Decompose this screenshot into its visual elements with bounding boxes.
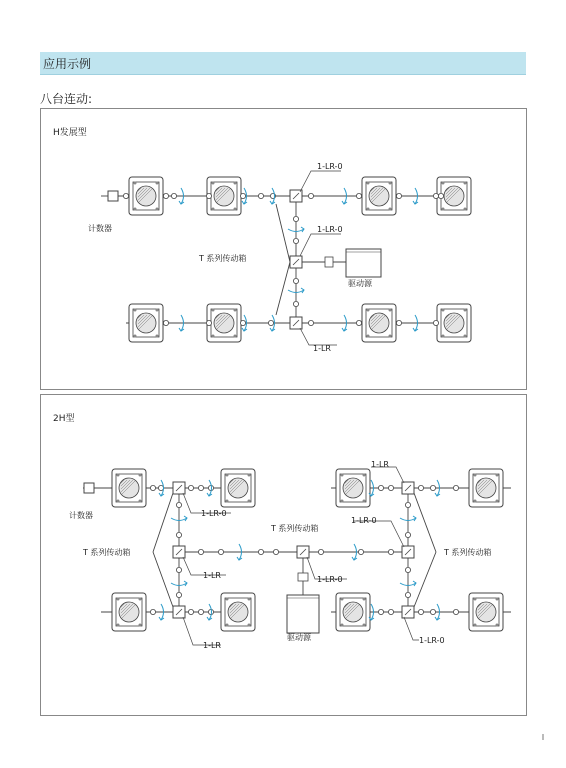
lr-label: 1-LR	[203, 641, 221, 650]
frame-line	[153, 552, 173, 607]
gearbox-icon	[173, 482, 185, 494]
bolt-icon	[139, 624, 142, 627]
coupling-icon	[356, 193, 361, 198]
bolt-icon	[226, 598, 229, 601]
coupling-icon	[150, 609, 155, 614]
t-gearbox-label: T 系列传动箱	[83, 548, 131, 557]
actuator-icon	[469, 593, 503, 631]
gearbox-icon	[402, 482, 414, 494]
lr-label: 1-LR	[371, 460, 389, 469]
section-header	[40, 52, 526, 75]
bolt-icon	[474, 598, 477, 601]
coupling-icon	[240, 320, 245, 325]
coupling-icon	[378, 485, 383, 490]
coupling-icon	[433, 320, 438, 325]
counter-label: 计数器	[88, 224, 112, 233]
leader-line	[300, 328, 337, 345]
page-mark	[542, 734, 544, 740]
frame-line	[153, 493, 173, 552]
actuator-icon	[221, 593, 255, 631]
leader-line	[300, 171, 341, 192]
bolt-icon	[248, 624, 251, 627]
bolt-icon	[464, 309, 467, 312]
counter-icon	[84, 483, 94, 493]
coupling-icon	[430, 609, 435, 614]
bolt-icon	[212, 208, 215, 211]
coupling-icon	[273, 549, 278, 554]
coupling-icon	[150, 485, 155, 490]
coupling-icon	[188, 609, 193, 614]
coupling-icon	[176, 502, 181, 507]
coupling-icon	[176, 592, 181, 597]
frame-line	[276, 204, 290, 262]
bolt-icon	[234, 309, 237, 312]
lr-label: 1-LR	[203, 571, 221, 580]
coupling-icon	[258, 549, 263, 554]
bolt-icon	[341, 474, 344, 477]
bolt-icon	[363, 500, 366, 503]
bolt-icon	[117, 598, 120, 601]
counter-label: 计数器	[69, 511, 93, 520]
h-type-panel	[40, 108, 527, 390]
coupling-icon	[240, 193, 245, 198]
gearbox-icon	[402, 606, 414, 618]
bolt-icon	[464, 208, 467, 211]
bolt-icon	[248, 598, 251, 601]
coupling-icon	[318, 549, 323, 554]
coupling-icon	[453, 485, 458, 490]
actuator-icon	[437, 304, 471, 342]
drive-motor-icon	[346, 249, 381, 277]
bolt-icon	[212, 309, 215, 312]
bolt-icon	[363, 474, 366, 477]
bolt-icon	[226, 624, 229, 627]
bolt-icon	[248, 474, 251, 477]
gearbox-icon	[173, 606, 185, 618]
counter-icon	[108, 191, 118, 201]
coupling-icon	[405, 502, 410, 507]
bolt-icon	[226, 500, 229, 503]
bolt-icon	[341, 598, 344, 601]
bolt-icon	[139, 500, 142, 503]
t-gearbox-label: T 系列传动箱	[199, 254, 247, 263]
coupling-icon	[293, 301, 298, 306]
panel-title: H发展型	[53, 128, 87, 138]
bolt-icon	[496, 598, 499, 601]
lr0-label: 1-LR-0	[351, 516, 377, 525]
bolt-icon	[134, 208, 137, 211]
coupling-icon	[176, 532, 181, 537]
bolt-icon	[389, 335, 392, 338]
coupling-icon	[396, 320, 401, 325]
coupling-icon	[405, 567, 410, 572]
lr-label: 1-LR	[313, 344, 331, 353]
coupling-icon	[308, 320, 313, 325]
lr0-label: 1-LR-0	[317, 575, 343, 584]
bolt-icon	[139, 474, 142, 477]
coupling-icon	[123, 193, 128, 198]
bolt-icon	[226, 474, 229, 477]
t-gearbox-label: T 系列传动箱	[271, 524, 319, 533]
bolt-icon	[464, 182, 467, 185]
bolt-icon	[139, 598, 142, 601]
bolt-icon	[248, 500, 251, 503]
bolt-icon	[363, 624, 366, 627]
coupling-icon	[405, 592, 410, 597]
drive-motor-icon	[287, 595, 319, 633]
actuator-icon	[112, 593, 146, 631]
bolt-icon	[134, 309, 137, 312]
coupling-icon	[433, 193, 438, 198]
drive-source-label: 驱动源	[348, 279, 372, 288]
section-subtitle: 八台连动:	[40, 92, 93, 106]
bolt-icon	[117, 474, 120, 477]
coupling-icon	[396, 193, 401, 198]
2h-type-panel	[40, 394, 527, 716]
actuator-icon	[129, 304, 163, 342]
bolt-icon	[363, 598, 366, 601]
coupling-icon	[293, 278, 298, 283]
bolt-icon	[367, 335, 370, 338]
bolt-icon	[389, 208, 392, 211]
actuator-icon	[207, 177, 241, 215]
coupling-icon	[438, 193, 443, 198]
coupling-icon	[171, 193, 176, 198]
bolt-icon	[156, 309, 159, 312]
gearbox-icon	[402, 546, 414, 558]
frame-line	[276, 262, 290, 315]
coupling-icon	[163, 193, 168, 198]
lr0-label: 1-LR-0	[419, 636, 445, 645]
bolt-icon	[234, 335, 237, 338]
coupler-icon	[298, 573, 308, 581]
coupling-icon	[308, 193, 313, 198]
bolt-icon	[234, 208, 237, 211]
bolt-icon	[474, 500, 477, 503]
coupling-icon	[176, 567, 181, 572]
coupling-icon	[198, 549, 203, 554]
coupler-icon	[325, 257, 333, 267]
coupling-icon	[206, 320, 211, 325]
bolt-icon	[496, 624, 499, 627]
coupling-icon	[388, 609, 393, 614]
coupling-icon	[198, 485, 203, 490]
bolt-icon	[389, 182, 392, 185]
coupling-icon	[388, 485, 393, 490]
bolt-icon	[389, 309, 392, 312]
actuator-icon	[129, 177, 163, 215]
bolt-icon	[156, 335, 159, 338]
bolt-icon	[442, 335, 445, 338]
panel-title: 2H型	[53, 414, 75, 424]
coupling-icon	[293, 216, 298, 221]
actuator-icon	[362, 177, 396, 215]
2h-type-diagram	[41, 395, 526, 715]
coupling-icon	[418, 485, 423, 490]
coupling-icon	[188, 485, 193, 490]
coupling-icon	[218, 549, 223, 554]
actuator-icon	[336, 469, 370, 507]
bolt-icon	[156, 208, 159, 211]
frame-line	[414, 493, 436, 552]
bolt-icon	[442, 208, 445, 211]
frame-line	[414, 552, 436, 607]
lr0-label: 1-LR-0	[317, 225, 343, 234]
t-gearbox-label: T 系列传动箱	[444, 548, 492, 557]
bolt-icon	[367, 182, 370, 185]
coupling-icon	[356, 320, 361, 325]
coupling-icon	[453, 609, 458, 614]
bolt-icon	[212, 182, 215, 185]
leader-line	[371, 467, 404, 483]
coupling-icon	[378, 609, 383, 614]
actuator-icon	[221, 469, 255, 507]
gearbox-icon	[290, 256, 302, 268]
bolt-icon	[156, 182, 159, 185]
section-header-title: 应用示例	[43, 57, 92, 71]
bolt-icon	[212, 335, 215, 338]
bolt-icon	[474, 624, 477, 627]
bolt-icon	[117, 500, 120, 503]
gearbox-icon	[173, 546, 185, 558]
bolt-icon	[367, 208, 370, 211]
bolt-icon	[464, 335, 467, 338]
actuator-icon	[207, 304, 241, 342]
drive-source-label: 驱动源	[287, 633, 311, 642]
bolt-icon	[234, 182, 237, 185]
lr0-label: 1-LR-0	[317, 162, 343, 171]
coupling-icon	[258, 193, 263, 198]
coupling-icon	[293, 238, 298, 243]
coupling-icon	[430, 485, 435, 490]
coupling-icon	[358, 549, 363, 554]
actuator-icon	[362, 304, 396, 342]
coupling-icon	[163, 320, 168, 325]
bolt-icon	[474, 474, 477, 477]
bolt-icon	[341, 624, 344, 627]
leader-line	[404, 617, 419, 640]
gearbox-icon	[297, 546, 309, 558]
bolt-icon	[442, 309, 445, 312]
bolt-icon	[496, 474, 499, 477]
coupling-icon	[268, 320, 273, 325]
actuator-icon	[112, 469, 146, 507]
coupling-icon	[405, 532, 410, 537]
gearbox-icon	[290, 317, 302, 329]
lr0-label: 1-LR-0	[201, 509, 227, 518]
bolt-icon	[134, 182, 137, 185]
bolt-icon	[341, 500, 344, 503]
coupling-icon	[418, 609, 423, 614]
h-type-diagram	[41, 109, 526, 389]
coupling-icon	[158, 485, 163, 490]
coupling-icon	[198, 609, 203, 614]
leader-line	[300, 234, 341, 256]
coupling-icon	[388, 549, 393, 554]
bolt-icon	[496, 500, 499, 503]
actuator-icon	[469, 469, 503, 507]
bolt-icon	[367, 309, 370, 312]
bolt-icon	[442, 182, 445, 185]
coupling-icon	[206, 193, 211, 198]
actuator-icon	[336, 593, 370, 631]
bolt-icon	[117, 624, 120, 627]
bolt-icon	[134, 335, 137, 338]
